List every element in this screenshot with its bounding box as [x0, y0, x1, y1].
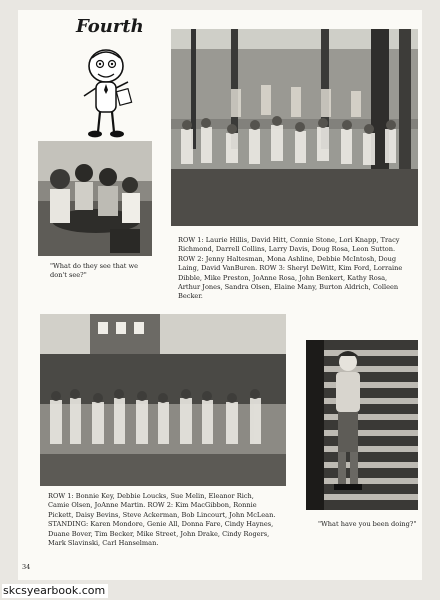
caption-line: Mark Slavinski, Carl Hanselman.: [48, 539, 159, 548]
quote-line: "What do they see that we: [50, 262, 139, 270]
top-left-photo-quote: [50, 262, 138, 281]
caption-line: Becker.: [178, 292, 203, 301]
yearbook-page: [18, 10, 422, 580]
cartoon-mascot-illustration: [78, 46, 134, 142]
caption-line: STANDING: Karen Mondore, Genie All, Donna Fare, Cindy Haynes,: [48, 520, 274, 529]
caption-line: Camie Olsen, JoAnne Martin. ROW 2: Kim MacGibbon, Ronnie: [48, 501, 257, 510]
top-right-photo-caption: [178, 236, 402, 302]
bottom-left-photo-caption: [48, 492, 275, 548]
caption-line: ROW 1: Laurie Hillis, David Hitt, Connie Stone, Lori Knapp, Tracy: [178, 236, 400, 244]
page-number: 34: [22, 563, 31, 571]
page-heading: Fourth: [76, 16, 144, 37]
bottom-right-photo-quote: [318, 520, 416, 529]
caption-line: Arthur Jones, Sandra Olsen, Elaine Many, Burton Aldrich, Colleen: [178, 283, 399, 292]
caption-line: Laing, David VanBuren. ROW 3: Sheryl DeWitt, Kim Ford, Lorraine: [178, 264, 403, 273]
bottom-right-stairs-photo: [306, 340, 418, 510]
quote-line: don't see?": [50, 271, 87, 280]
quote-line: "What have you been doing?": [318, 520, 417, 528]
caption-line: Duane Bover, Tim Becker, Mike Street, John Drake, Cindy Rogers,: [48, 529, 270, 538]
site-watermark: skcsyearbook.com: [2, 584, 108, 598]
caption-line: Richmond, Darrell Collins, Larry Davis, Doug Rosa, Leon Sutton.: [178, 245, 396, 254]
bottom-left-class-photo: [40, 314, 286, 486]
top-left-classroom-photo: [38, 141, 152, 256]
caption-line: ROW 2: Jenny Haltesman, Mona Ashline, Debbie McIntosh, Doug: [178, 254, 397, 263]
caption-line: Dibble, Mike Preston, JoAnne Rosa, John Benkert, Kathy Rosa,: [178, 273, 388, 282]
caption-line: Pickett, Daisy Bevins, Steve Ackerman, Bob Lincourt, John McLean.: [48, 510, 276, 519]
top-right-class-photo: [171, 29, 418, 226]
caption-line: ROW 1: Bonnie Key, Debbie Loucks, Sue Melin, Eleanor Rich,: [48, 492, 254, 500]
